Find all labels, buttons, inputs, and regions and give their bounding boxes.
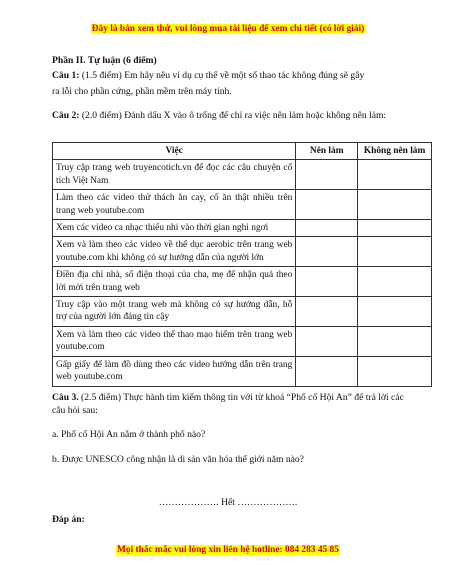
question-3	[52, 392, 404, 417]
preview-banner	[52, 23, 404, 35]
task-cell: Điền địa chỉ nhà, số điện thoại của cha, mẹ để nhận quà theo lời mời trên trang web	[53, 267, 296, 297]
header-task: Việc	[53, 143, 296, 160]
table-row	[53, 297, 432, 327]
answer-label: Đáp án:	[52, 514, 85, 525]
should-not-do-checkbox[interactable]	[358, 297, 432, 327]
table-header-row	[53, 143, 432, 160]
task-cell: Xem và làm theo các video về thể dục aerobic trên trang web youtube.com khi không có sự hướng dẫn của người lớn	[53, 237, 296, 267]
should-not-do-checkbox[interactable]	[358, 237, 432, 267]
should-do-checkbox[interactable]	[296, 220, 358, 237]
should-do-checkbox[interactable]	[296, 356, 358, 386]
task-cell: Xem và làm theo các video thể thao mạo hiểm trên trang web youtube.com	[53, 326, 296, 356]
should-not-do-checkbox[interactable]	[358, 190, 432, 220]
should-not-do-checkbox[interactable]	[358, 220, 432, 237]
question-2	[52, 110, 404, 123]
header-should-do: Nên làm	[296, 143, 358, 160]
question-3-text: (2.5 điểm) Thực hành tìm kiếm thông tin với từ khoá “Phố cổ Hội An” để trả lời các câu hỏi sau:	[52, 392, 404, 416]
should-do-checkbox[interactable]	[296, 326, 358, 356]
should-do-checkbox[interactable]	[296, 237, 358, 267]
should-not-do-checkbox[interactable]	[358, 326, 432, 356]
table-row	[53, 267, 432, 297]
question-3-part-a: a. Phố cổ Hội An nằm ở thành phố nào?	[52, 429, 206, 440]
should-do-checkbox[interactable]	[296, 190, 358, 220]
header-should-not-do: Không nên làm	[358, 143, 432, 160]
should-do-checkbox[interactable]	[296, 297, 358, 327]
question-1	[52, 70, 404, 98]
question-2-label: Câu 2:	[52, 110, 80, 121]
should-not-do-checkbox[interactable]	[358, 356, 432, 386]
task-cell: Xem các video ca nhạc thiếu nhi vào thời gian nghỉ ngơi	[53, 220, 296, 237]
question-3-part-b: b. Được UNESCO công nhận là di sản văn hóa thế giới năm nào?	[52, 454, 304, 465]
table-row	[53, 220, 432, 237]
task-cell: Truy cập trang web truyencotich.vn để đọc các câu chuyện cổ tích Việt Nam	[53, 160, 296, 190]
hotline-banner-text: Mọi thắc mắc vui lòng xin liên hệ hotline: 084 283 45 85	[117, 545, 339, 555]
task-cell: Gấp giấy để làm đồ dùng theo các video hướng dẫn trên trang web youtube.com	[53, 356, 296, 386]
task-cell: Truy cập vào một trang web mà không có sự hướng dẫn, hỗ trợ của người lớn đáng tin cậy	[53, 297, 296, 327]
question-3-label: Câu 3.	[52, 392, 79, 403]
task-cell: Làm theo các video thử thách ăn cay, cố ăn thật nhiều trên trang web youtube.com	[53, 190, 296, 220]
question-2-text: (2.0 điểm) Đánh dấu X vào ô trống để chỉ ra việc nên làm hoặc không nên làm:	[79, 110, 387, 121]
should-not-do-checkbox[interactable]	[358, 267, 432, 297]
question-1-label: Câu 1:	[52, 70, 80, 81]
table-row	[53, 356, 432, 386]
table-row	[53, 237, 432, 267]
hotline-banner	[52, 544, 404, 556]
table-row	[53, 326, 432, 356]
question-1-text: (1.5 điểm) Em hãy nêu ví dụ cụ thể về một số thao tác không đúng sẽ gây	[79, 70, 365, 81]
table-row	[53, 190, 432, 220]
should-do-checkbox[interactable]	[296, 267, 358, 297]
section-title: Phần II. Tự luận (6 điểm)	[52, 55, 157, 66]
question-1-text-continued: ra lỗi cho phần cứng, phần mềm trên máy tính.	[52, 85, 232, 97]
preview-banner-text: Đây là bản xem thử, vui lòng mua tài liệu để xem chi tiết (có lời giải)	[91, 24, 365, 34]
should-do-checkbox[interactable]	[296, 160, 358, 190]
end-marker: ………………. Hết ……………….	[158, 497, 298, 508]
should-not-do-checkbox[interactable]	[358, 160, 432, 190]
task-table	[52, 142, 432, 387]
table-row	[53, 160, 432, 190]
